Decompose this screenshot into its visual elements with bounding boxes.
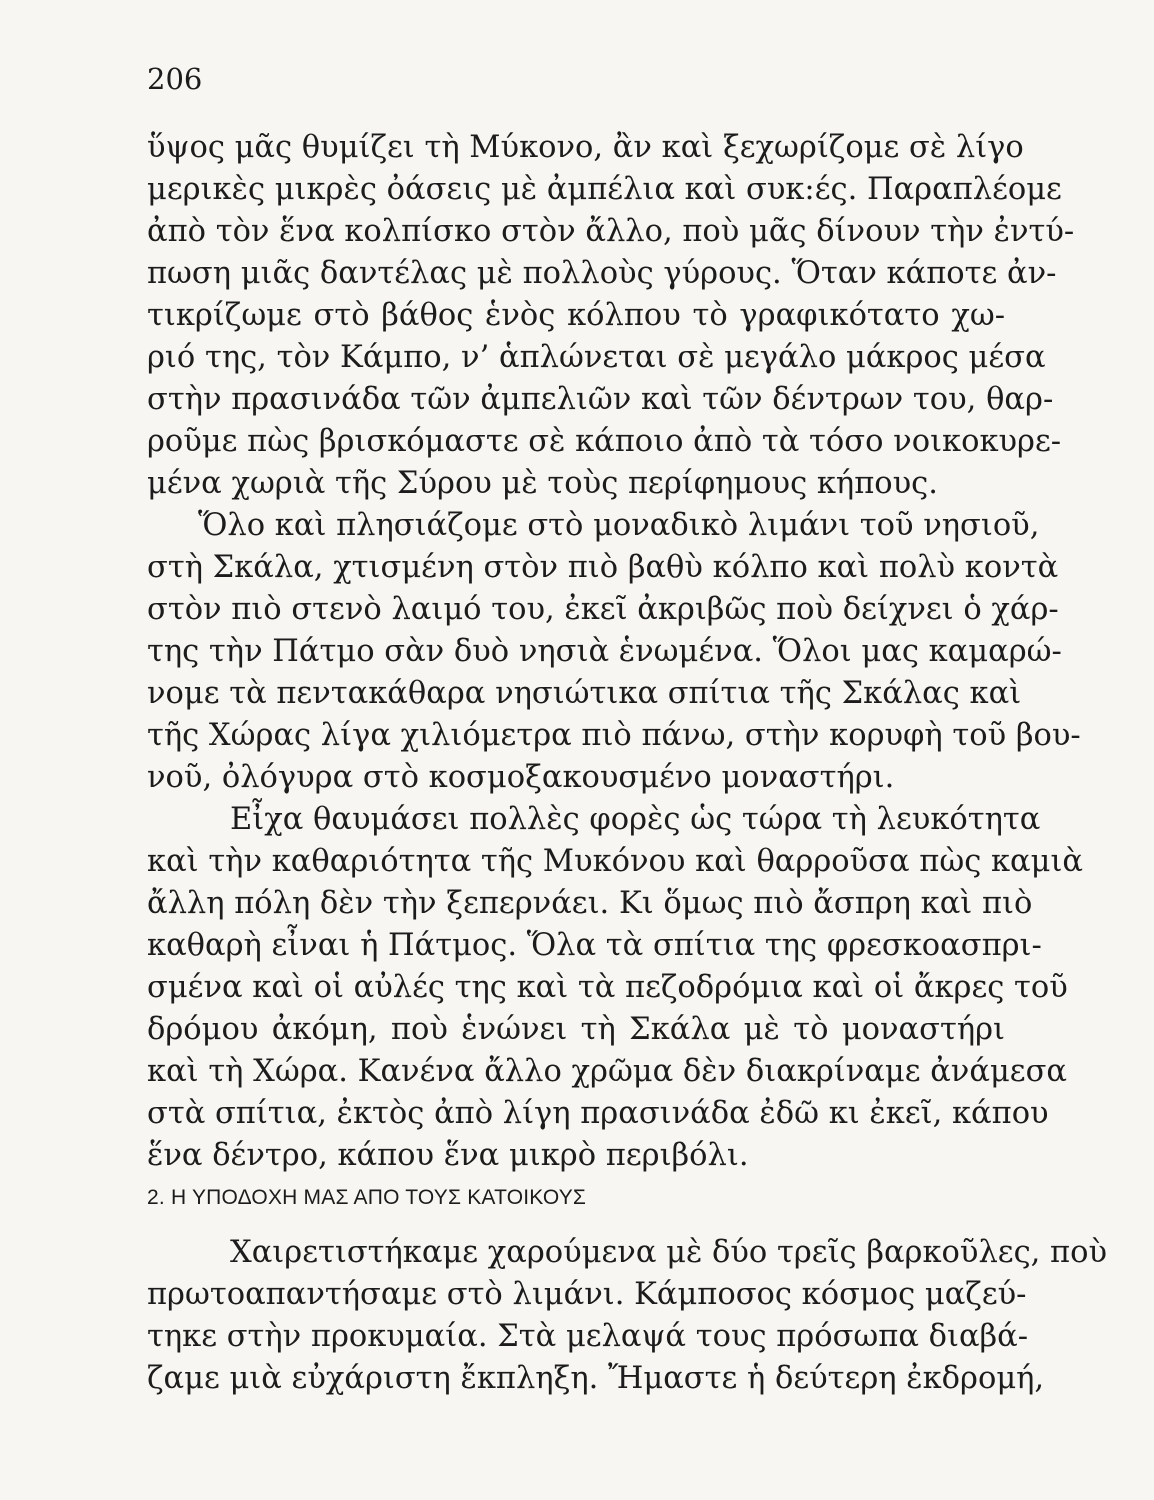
text-line: ἀπὸ τὸν ἕνα κολπίσκο στὸν ἄλλο, ποὺ μᾶς δίνουν τὴν ἐντύ- [147,214,1075,249]
text-line: ἕνα δέντρο, κάπου ἕνα μικρὸ περιβόλι. [147,1138,749,1173]
text-line: καὶ τὴ Χώρα. Κανένα ἄλλο χρῶμα δὲν διακρίναμε ἀνάμεσα [147,1054,1067,1089]
text-line: μερικὲς μικρὲς ὀάσεις μὲ ἀμπέλια καὶ συκ:ές. Παραπλέομε [147,172,1062,207]
text-line: ριό της, τὸν Κάμπο, ν’ ἁπλώνεται σὲ μεγάλο μάκρος μέσα [147,340,1046,375]
text-line: νομε τὰ πεντακάθαρα νησιώτικα σπίτια τῆς Σκάλας καὶ [147,676,1022,711]
text-line: καθαρὴ εἶναι ἡ Πάτμος. Ὅλα τὰ σπίτια της φρεσκοασπρι- [147,928,1042,963]
page-number: 206 [147,62,203,96]
text-line: ροῦμε πὼς βρισκόμαστε σὲ κάποιο ἀπὸ τὰ τόσο νοικοκυρε- [147,424,1062,459]
text-line: μένα χωριὰ τῆς Σύρου μὲ τοὺς περίφημους κήπους. [147,466,938,501]
text-line: δρόμου ἀκόμη, ποὺ ἑνώνει τὴ Σκάλα μὲ τὸ μοναστήρι [147,1012,1005,1047]
text-line: ζαμε μιὰ εὐχάριστη ἔκπληξη. Ἤμαστε ἡ δεύτερη ἐκδρομή, [147,1361,1045,1396]
text-line: νοῦ, ὀλόγυρα στὸ κοσμοξακουσμένο μοναστήρι. [147,760,895,795]
text-line: τικρίζωμε στὸ βάθος ἑνὸς κόλπου τὸ γραφικότατο χω- [147,298,1005,333]
text-line: στὸν πιὸ στενὸ λαιμό του, ἐκεῖ ἀκριβῶς ποὺ δείχνει ὁ χάρ- [147,592,1059,627]
text-line: πωση μιᾶς δαντέλας μὲ πολλοὺς γύρους. Ὅταν κάποτε ἀν- [147,256,1057,291]
section-heading: 2. Η ΥΠΟΔΟΧΗ ΜΑΣ ΑΠΟ ΤΟΥΣ ΚΑΤΟΙΚΟΥΣ [147,1186,587,1209]
text-line: πρωτοαπαντήσαμε στὸ λιμάνι. Κάμποσος κόσμος μαζεύ- [147,1277,1027,1312]
text-line: στὴ Σκάλα, χτισμένη στὸν πιὸ βαθὺ κόλπο καὶ πολὺ κοντὰ [147,550,1059,585]
text-line: ἄλλη πόλη δὲν τὴν ξεπερνάει. Κι ὅμως πιὸ ἄσπρη καὶ πιὸ [147,886,1033,921]
text-line: τῆς Χώρας λίγα χιλιόμετρα πιὸ πάνω, στὴν κορυφὴ τοῦ βου- [147,718,1081,753]
text-line: ὕψος μᾶς θυμίζει τὴ Μύκονο, ἂν καὶ ξεχωρίζομε σὲ λίγο [147,130,1024,165]
text-line: τηκε στὴν προκυμαία. Στὰ μελαψά τους πρόσωπα διαβά- [147,1319,1029,1354]
text-line: στὴν πρασινάδα τῶν ἀμπελιῶν καὶ τῶν δέντρων του, θαρ- [147,382,1054,417]
text-line: της τὴν Πάτμο σὰν δυὸ νησιὰ ἑνωμένα. Ὅλοι μας καμαρώ- [147,634,1062,669]
text-line: Εἶχα θαυμάσει πολλὲς φορὲς ὡς τώρα τὴ λευκότητα [230,802,1041,837]
text-line: Χαιρετιστήκαμε χαρούμενα μὲ δύο τρεῖς βαρκοῦλες, ποὺ [230,1235,1108,1270]
text-line: σμένα καὶ οἱ αὐλές της καὶ τὰ πεζοδρόμια καὶ οἱ ἄκρες τοῦ [147,970,1068,1005]
text-line: καὶ τὴν καθαριότητα τῆς Μυκόνου καὶ θαρροῦσα πὼς καμιὰ [147,844,1084,879]
text-line: στὰ σπίτια, ἐκτὸς ἀπὸ λίγη πρασινάδα ἐδῶ κι ἐκεῖ, κάπου [147,1096,1049,1131]
text-line: Ὅλο καὶ πλησιάζομε στὸ μοναδικὸ λιμάνι τοῦ νησιοῦ, [198,508,1040,543]
